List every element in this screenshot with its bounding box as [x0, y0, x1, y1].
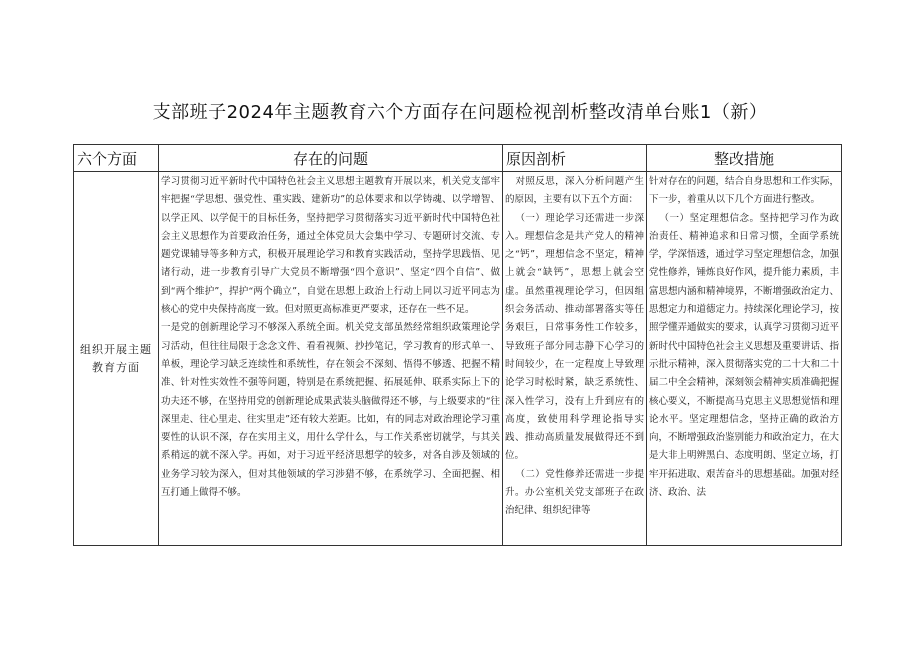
measures-paragraph: 针对存在的问题，结合自身思想和工作实际，下一步，着重从以下几个方面进行整改。: [649, 176, 840, 206]
table-header-row: [74, 145, 842, 172]
header-aspect: 六个方面: [74, 145, 159, 172]
header-problems: 存在的问题: [159, 145, 503, 172]
table-row: [74, 172, 842, 546]
rectification-ledger-table: [73, 144, 842, 546]
causes-paragraph: （二）党性修养还需进一步提升。办公室机关党支部班子在政治纪律、组织纪律等: [505, 468, 644, 517]
causes-paragraph: （一）理论学习还需进一步深入。理想信念是共产党人的精神之“钙”，理想信念不坚定，精神上就会“缺钙”，思想上就会空虚。虽然重视理论学习，但因组织会务活动、推动部署落实等任务艰巨，日常事务性工作较多，导致班子部分同志静下心学习的时间较少，在一定程度上导致理论学习时松时紧，缺乏系统性、深入性学习，没有上升到应有的高度，致使用科学理论指导实践、推动高质量发展做得还不到位。: [505, 212, 644, 462]
causes-paragraph: 对照反思，深入分析问题产生的原因，主要有以下五个方面：: [505, 176, 644, 206]
measures-cell: [647, 172, 842, 546]
header-causes: 原因剖析: [503, 145, 647, 172]
document-title: 支部班子2024年主题教育六个方面存在问题检视剖析整改清单台账1（新）: [152, 102, 768, 123]
measures-paragraph: （一）坚定理想信念。坚持把学习作为政治责任、精神追求和日常习惯，全面学系统学，学深悟透，通过学习坚定理想信念，加强党性修养，锤炼良好作风，提升能力素质，丰富思想内涵和精神境界，不断增强政治定力、思想定力和道德定力。持续深化理论学习，按照学懂弄通做实的要求，认真学习贯彻习近平新时代中国特色社会主义思想及重要讲话、指示批示精神，深入贯彻落实党的二十大和二十届二中全会精神，深刻领会精神实质准确把握核心要义，不断提高马克思主义思想觉悟和理论水平。坚定理想信念，坚持正确的政治方向，不断增强政治鉴别能力和政治定力，在大是大非上明辨黑白、态度明朗、坚定立场，打牢开拓进取、艰苦奋斗的思想基础。加强对经济、政治、法: [649, 212, 840, 499]
aspect-cell: 组织开展主题教育方面: [74, 172, 159, 546]
problems-cell: [159, 172, 503, 546]
problems-paragraph: 学习贯彻习近平新时代中国特色社会主义思想主题教育开展以来，机关党支部牢牢把握“学思想、强党性、重实践、建新功”的总体要求和以学铸魂、以学增智、以学正风、以学促干的目标任务，坚持把学习贯彻落实习近平新时代中国特色社会主义思想作为首要政治任务，通过全体党员大会集中学习、专题研讨交流、专题党课辅导等多种方式，积极开展理论学习和教育实践活动，坚持学思践悟、见诸行动，进一步教育引导广大党员不断增强“四个意识”、坚定“四个自信”、做到“两个维护”，捍护“两个确立”，自觉在思想上政治上行动上同以习近平同志为核心的党中央保持高度一致。但对照更高标准更严要求，还存在一些不足。: [161, 176, 500, 316]
causes-cell: [503, 172, 647, 546]
header-measures: 整改措施: [647, 145, 842, 172]
problems-paragraph: 一是党的创新理论学习不够深入系统全面。机关党支部虽然经常组织政策理论学习活动，但往往局限于念念文件、看看视频、抄抄笔记，学习教育的形式单一、单板，理论学习缺乏连续性和系统性，存在领会不深刻、悟得不够透、把握不精准、针对性实效性不强等问题，特别是在系统把握、拓展延伸、联系实际上下的功夫还不够，在坚持用党的创新理论成果武装头脑做得还不够，与上级要求的“往深里走、往心里走、往实里走”还有较大差距。比如，有的同志对政治理论学习重要性的认识不深，存在实用主义，用什么学什么，与工作关系密切就学，与其关系稍远的就不深入学。再如，对于习近平经济思想学的较多，对各自涉及领域的业务学习较为深入，但对其他领域的学习涉猎不够，在系统学习、全面把握、相互打通上做得不够。: [161, 322, 500, 499]
